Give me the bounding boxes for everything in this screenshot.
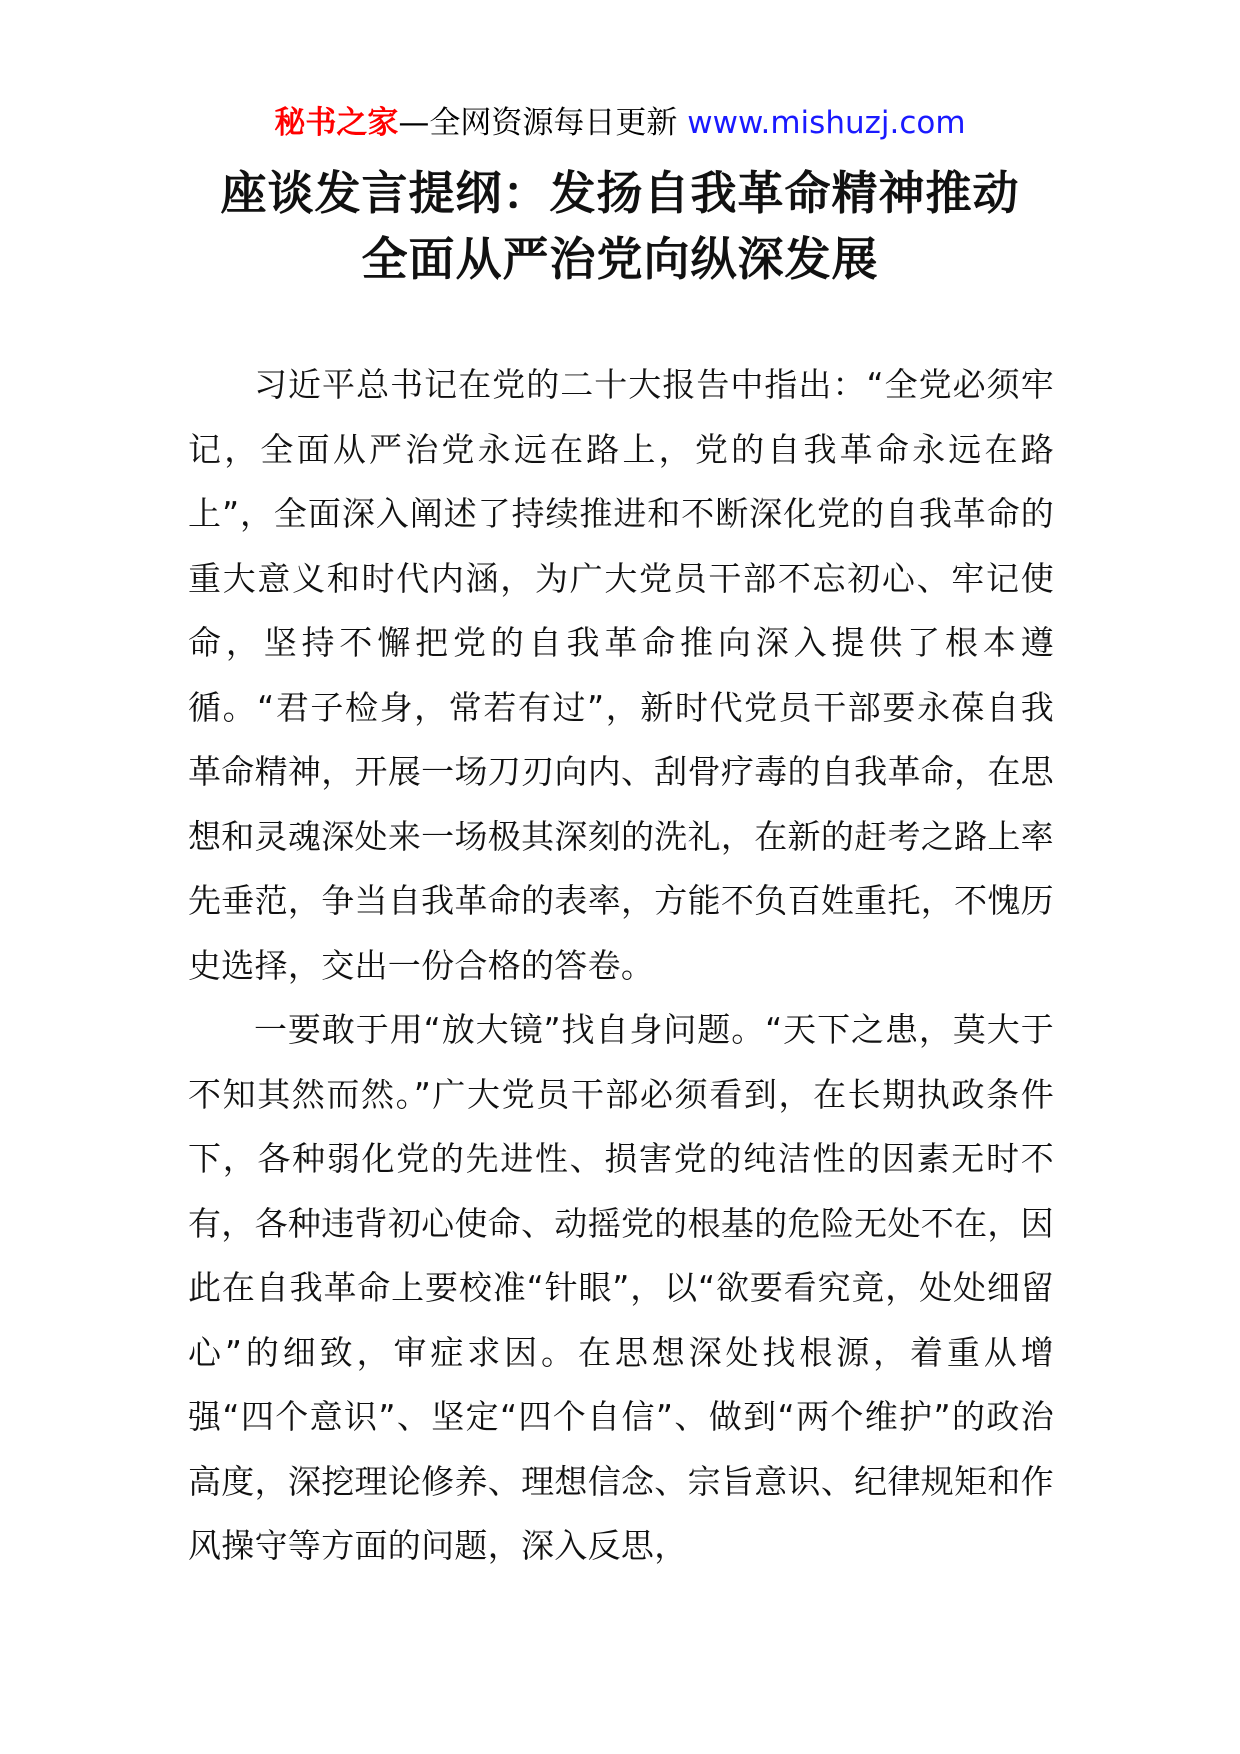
- document-body: [188, 353, 1054, 1579]
- site-header: [0, 100, 1240, 146]
- brand-name: 秘书之家: [274, 105, 399, 141]
- paragraph: 习近平总书记在党的二十大报告中指出：“全党必须牢记，全面从严治党永远在路上，党的自我革命永远在路上”，全面深入阐述了持续推进和不断深化党的自我革命的重大意义和时代内涵，为广大党员干部不忘初心、牢记使命，坚持不懈把党的自我革命推向深入提供了根本遵循。“君子检身，常若有过”，新时代党员干部要永葆自我革命精神，开展一场刀刃向内、刮骨疗毒的自我革命，在思想和灵魂深处来一场极其深刻的洗礼，在新的赶考之路上率先垂范，争当自我革命的表率，方能不负百姓重托，不愧历史选择，交出一份合格的答卷。: [188, 365, 1054, 985]
- header-tagline: —全网资源每日更新: [398, 105, 678, 141]
- site-url-link[interactable]: www.mishuzj.com: [687, 105, 966, 141]
- paragraph: 一要敢于用“放大镜”找自身问题。“天下之患，莫大于不知其然而然。”广大党员干部必须看到，在长期执政条件下，各种弱化党的先进性、损害党的纯洁性的因素无时不有，各种违背初心使命、动摇党的根基的危险无处不在，因此在自我革命上要校准“针眼”，以“欲要看究竟，处处细留心”的细致，审症求因。在思想深处找根源，着重从增强“四个意识”、坚定“四个自信”、做到“两个维护”的政治高度，深挖理论修养、理想信念、宗旨意识、纪律规矩和作风操守等方面的问题，深入反思，: [188, 1010, 1054, 1565]
- document-title: 座谈发言提纲：发扬自我革命精神推动全面从严治党向纵深发展: [220, 166, 1020, 286]
